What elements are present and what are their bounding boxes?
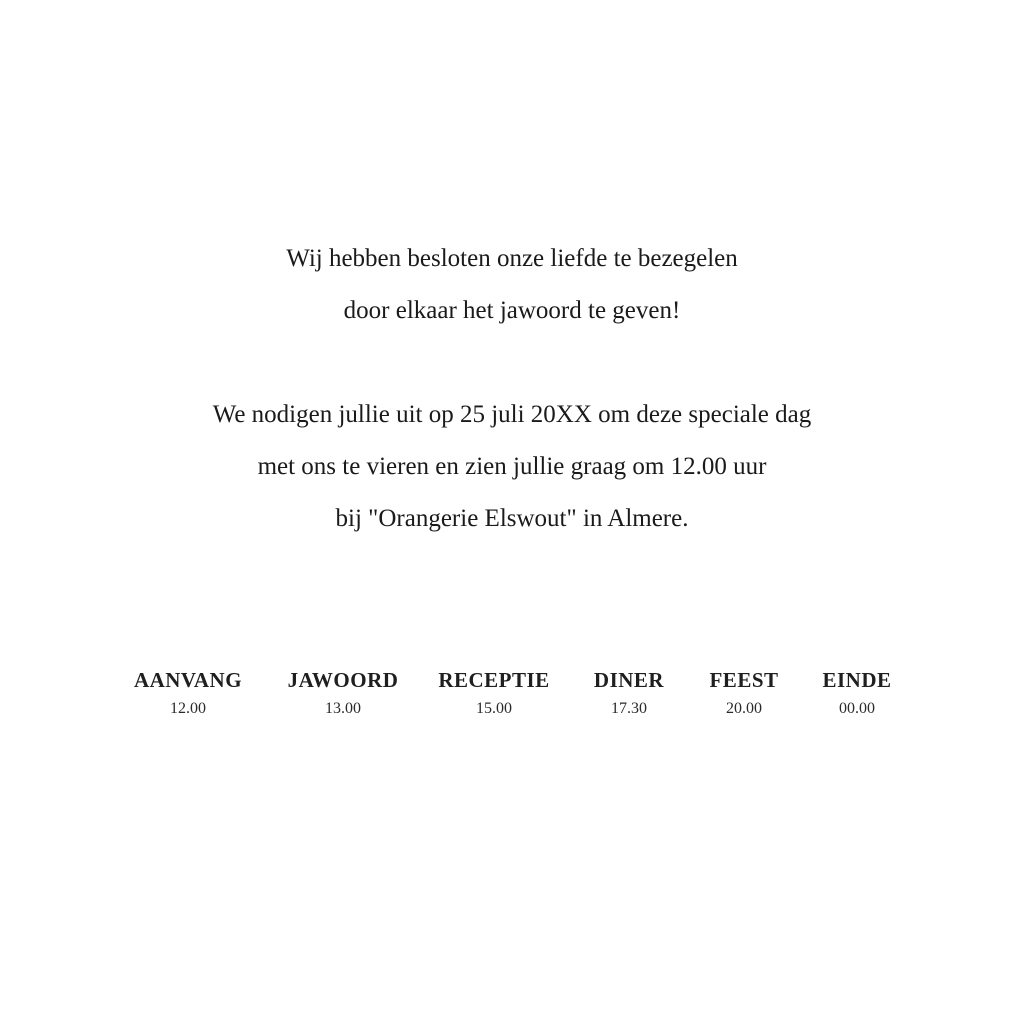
program-item-time: 20.00 — [726, 700, 762, 717]
program-item-einde — [822, 668, 891, 718]
program-item-time: 12.00 — [170, 700, 206, 717]
intro-line-4: met ons te vieren en zien jullie graag om 12.00 uur — [257, 453, 767, 480]
program-item-title: JAWOORD — [287, 668, 399, 692]
program-item-receptie — [438, 668, 549, 718]
program-item-time: 13.00 — [325, 700, 361, 717]
program-item-time: 00.00 — [839, 700, 875, 717]
day-program — [0, 668, 1024, 738]
program-item-title: EINDE — [822, 668, 892, 692]
program-item-aanvang — [134, 668, 242, 718]
program-item-feest — [709, 668, 778, 718]
intro-line-5: bij "Orangerie Elswout" in Almere. — [335, 505, 689, 532]
program-item-title: AANVANG — [133, 668, 243, 692]
paragraph-spacer — [0, 337, 1024, 389]
intro-line-3: We nodigen jullie uit op 25 juli 20XX om deze speciale dag — [212, 401, 812, 428]
invitation-text — [0, 233, 1024, 545]
intro-line-1: Wij hebben besloten onze liefde te bezegelen — [286, 245, 738, 272]
intro-line-2: door elkaar het jawoord te geven! — [343, 297, 681, 324]
program-item-jawoord — [288, 668, 399, 718]
program-item-title: RECEPTIE — [438, 668, 550, 692]
program-item-title: DINER — [593, 668, 665, 692]
program-item-time: 15.00 — [475, 700, 512, 717]
program-item-title: FEEST — [709, 668, 779, 692]
program-item-time: 17.30 — [611, 700, 647, 717]
program-item-diner — [594, 668, 664, 718]
